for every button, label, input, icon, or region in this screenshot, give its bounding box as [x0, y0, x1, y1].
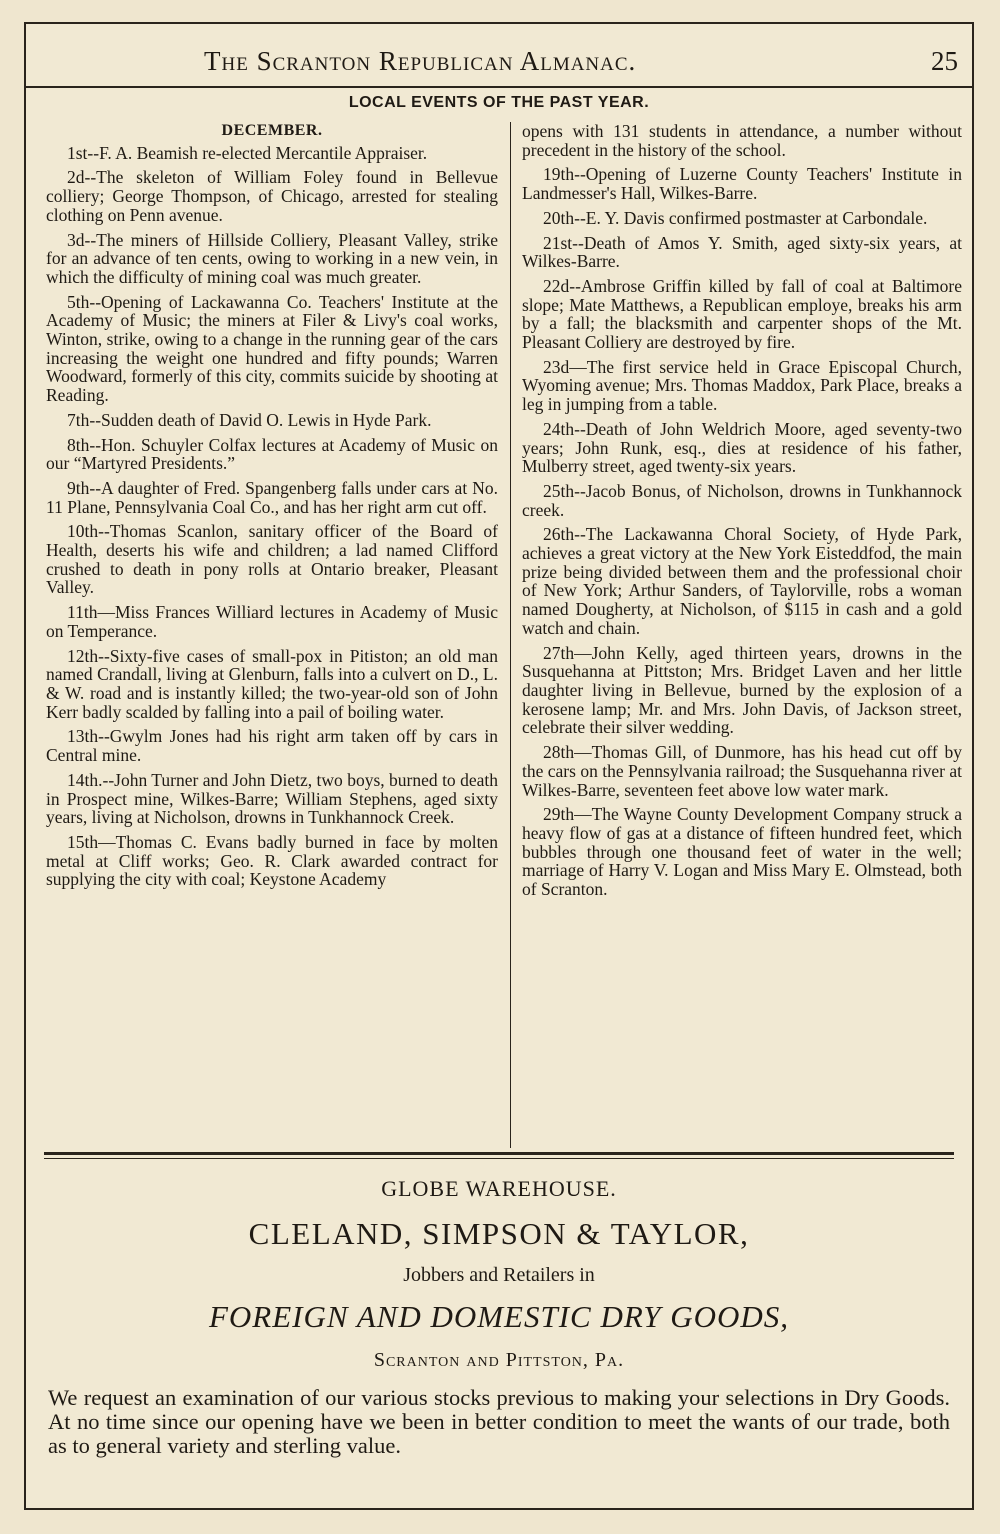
event-entry: 28th—Thomas Gill, of Dunmore, has his head cut off by the cars on the Pennsylvania railroad; the Susquehanna river at Wilkes-Barre, seventeen feet above low water mark.: [522, 742, 962, 800]
event-entry: 26th--The Lackawanna Choral Society, of Hyde Park, achieves a great victory at the New York Eisteddfod, the main prize being divided between them and the professional choir of New York; Arthur Sanders, of Taylorville, robs a woman named Dougherty, at Nicholson, of $115 in cash and a gold watch and chain.: [522, 524, 962, 638]
ad-tagline: Jobbers and Retailers in: [403, 1264, 595, 1286]
advertisement: [46, 1164, 952, 1458]
event-entry: 21st--Death of Amos Y. Smith, aged sixty-six years, at Wilkes-Barre.: [522, 232, 962, 272]
almanac-page: [24, 22, 974, 1510]
event-entry: 25th--Jacob Bonus, of Nicholson, drowns in Tunkhannock creek.: [522, 480, 962, 520]
ad-store-name: GLOBE WAREHOUSE.: [381, 1176, 617, 1201]
right-column: [522, 122, 962, 905]
ad-company-name: CLELAND, SIMPSON & TAYLOR,: [248, 1216, 750, 1251]
event-entry: 9th--A daughter of Fred. Spangenberg falls under cars at No. 11 Plane, Pennsylvania Coal Co., and has her right arm cut off.: [46, 477, 498, 517]
event-entry: 19th--Opening of Luzerne County Teachers' Institute in Landmesser's Hall, Wilkes-Barre.: [522, 164, 962, 204]
event-entry: 14th.--John Turner and John Dietz, two boys, burned to death in Prospect mine, Wilkes-Barre; William Stephens, aged sixty years, living at Nicholson, drowns in Tunkhannock Creek.: [46, 769, 498, 828]
ad-body: We request an examination of our various stocks previous to making your selections in Dry Goods. At no time since our opening have we been in better condition to meet the wants of our trade, both as to general variety and sterling value.: [48, 1385, 950, 1458]
events-columns: [46, 122, 962, 1152]
column-divider: [510, 122, 511, 1148]
event-entry: 5th--Opening of Lackawanna Co. Teachers' Institute at the Academy of Music; the miners at Filer & Livy's coal works, Winton, strike, owing to a change in the running gear of the cars increasing the weight one hundred and fifty pounds; Warren Woodward, formerly of this city, commits suicide by shooting at Reading.: [46, 291, 498, 406]
section-heading: LOCAL EVENTS OF THE PAST YEAR.: [348, 94, 650, 111]
almanac-title: The Scranton Republican Almanac.: [204, 46, 637, 76]
event-entry: 1st--F. A. Beamish re-elected Mercantile Appraiser.: [67, 142, 428, 163]
ad-location: Scranton and Pittston, Pa.: [373, 1349, 625, 1371]
event-entry: 13th--Gwylm Jones had his right arm taken off by cars in Central mine.: [46, 726, 498, 766]
page-number: 25: [931, 46, 958, 76]
event-entry: 3d--The miners of Hillside Colliery, Pleasant Valley, strike for an advance of ten cents, owing to working in a new vein, in which the difficulty of mining coal was much greater.: [46, 229, 498, 287]
event-entry: 12th--Sixty-five cases of small-pox in Pitiston; an old man named Crandall, living at Glenburn, falls into a culvert on D., L. & W. road and is instantly killed; the two-year-old son of John Kerr badly scalded by falling into a pail of boiling water.: [46, 645, 498, 722]
event-entry: 10th--Thomas Scanlon, sanitary officer of the Board of Health, deserts his wife and children; a lad named Clifford crushed to death in pony rolls at Ontario breaker, Pleasant Valley.: [46, 521, 498, 598]
left-column: [46, 122, 498, 895]
event-entry: 8th--Hon. Schuyler Colfax lectures at Academy of Music on our “Martyred Presidents.”: [46, 434, 498, 474]
event-entry: 23d—The first service held in Grace Episcopal Church, Wyoming avenue; Mrs. Thomas Maddox, Park Place, breaks a leg in jumping from a table.: [522, 356, 962, 415]
event-entry: 24th--Death of John Weldrich Moore, aged seventy-two years; John Runk, esq., dies at residence of his father, Mulberry street, aged twenty-six years.: [522, 418, 962, 477]
event-entry: 11th—Miss Frances Williard lectures in Academy of Music on Temperance.: [46, 602, 498, 641]
event-entry: 2d--The skeleton of William Foley found in Bellevue colliery; George Thompson, of Chicago, arrested for stealing clothing on Penn avenue.: [46, 167, 498, 225]
advertisement-rule-thin: [44, 1158, 954, 1159]
event-entry: 29th—The Wayne County Development Company struck a heavy flow of gas at a distance of fifteen hundred feet, which bubbles through one thousand feet of water in the well; marriage of Harry V. Logan and Miss Mary E. Olmstead, both of Scranton.: [522, 804, 962, 900]
event-entry: 20th--E. Y. Davis confirmed postmaster at Carbondale.: [543, 207, 928, 228]
event-entry: 27th—John Kelly, aged thirteen years, drowns in the Susquehanna at Pittston; Mrs. Bridget Laven and her little daughter living in Bellevue, burned by the explosion of a kerosene lamp; Mr. and Mrs. John Davis, of Jackson street, celebrate their silver wedding.: [522, 642, 962, 738]
event-entry-continued: opens with 131 students in attendance, a number without precedent in the history of the school.: [522, 121, 962, 160]
month-heading: DECEMBER.: [221, 122, 323, 139]
page-header: [26, 42, 972, 88]
event-entry: 15th—Thomas C. Evans badly burned in face by molten metal at Cliff works; Geo. R. Clark awarded contract for supplying the city with coal; Keystone Academy: [46, 831, 498, 890]
event-entry: 7th--Sudden death of David O. Lewis in Hyde Park.: [67, 409, 432, 430]
advertisement-rule: [44, 1152, 954, 1155]
ad-goods: FOREIGN AND DOMESTIC DRY GOODS,: [208, 1299, 790, 1334]
event-entry: 22d--Ambrose Griffin killed by fall of coal at Baltimore slope; Mate Matthews, a Republican employe, breaks his arm by a fall; the blacksmith and carpenter shops of the Mt. Pleasant Colliery are destroyed by fire.: [522, 275, 962, 353]
